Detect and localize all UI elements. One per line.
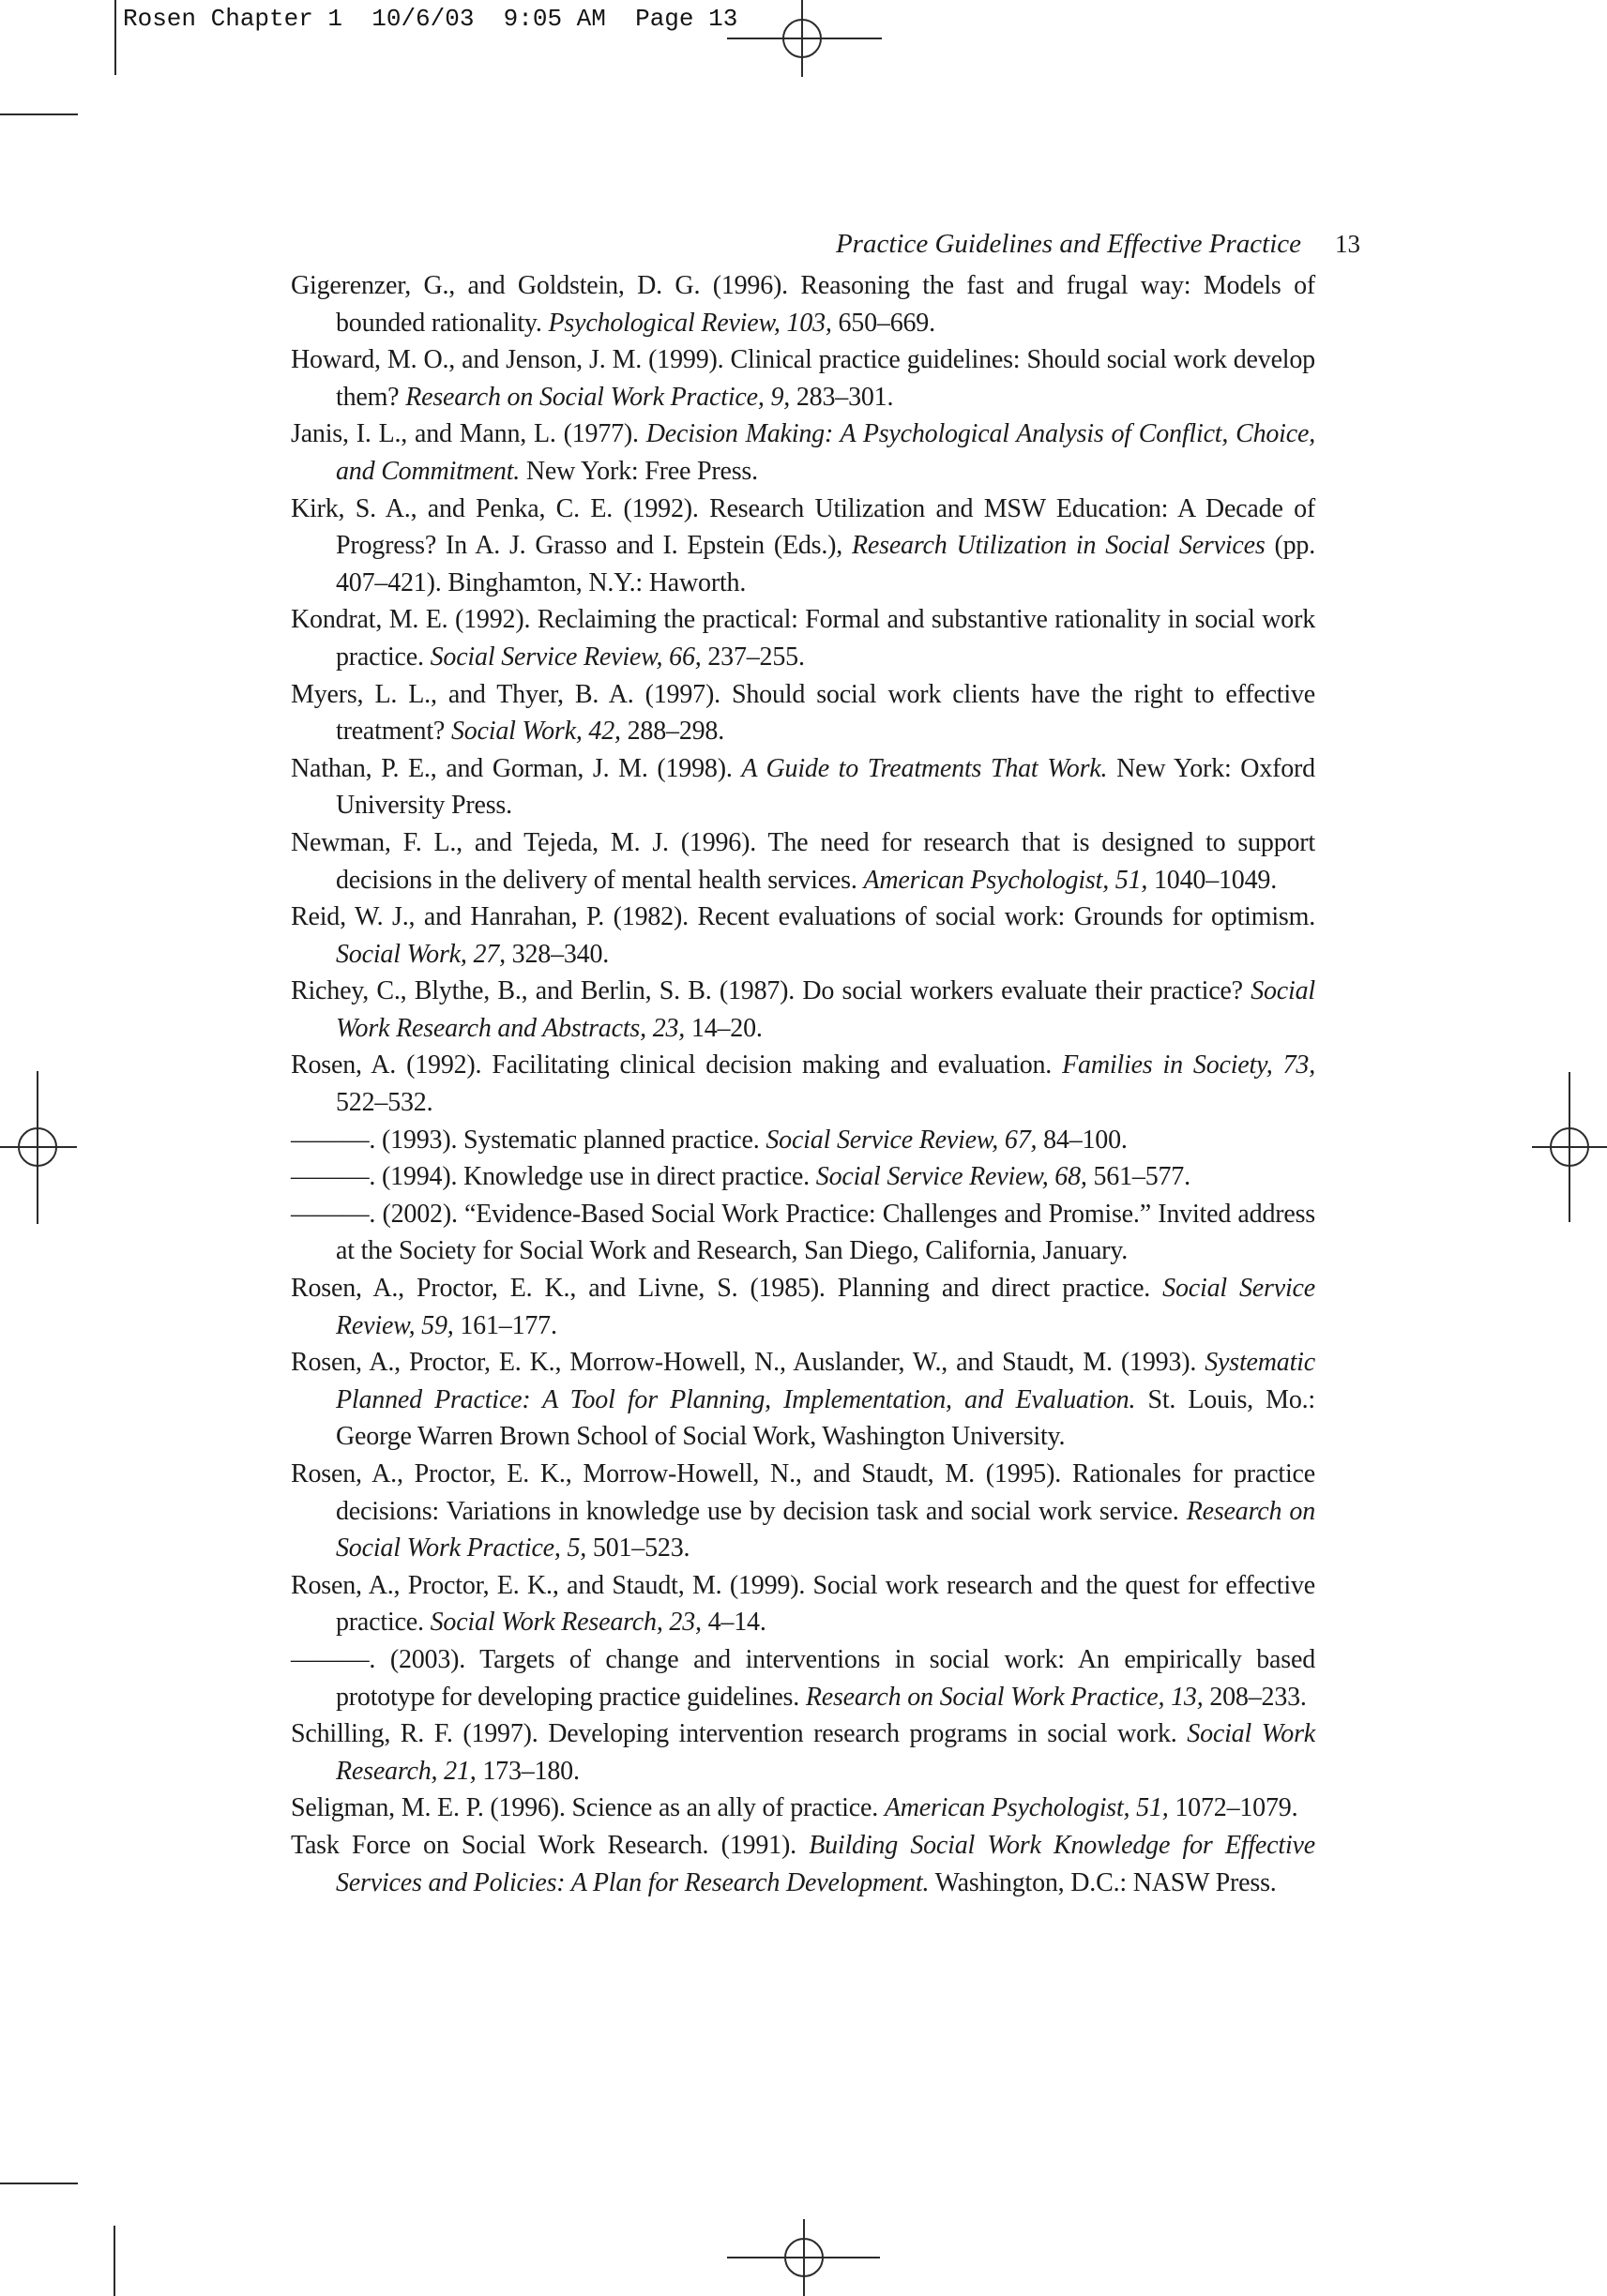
reference-text: 173–180. bbox=[476, 1756, 580, 1786]
reference-title-italic: Social Work, 42, bbox=[450, 717, 621, 747]
reference-item bbox=[291, 1344, 1315, 1456]
reference-title-italic: Social Service Review, 67, bbox=[766, 1125, 1038, 1155]
reference-text: Richey, C., Blythe, B., and Berlin, S. B. (1987). Do social workers evaluate their practice? bbox=[291, 976, 1251, 1006]
reference-title-italic: Research on Social Work Practice, 13, bbox=[805, 1682, 1204, 1712]
printer-slug-line: Rosen Chapter 1 10/6/03 9:05 AM Page 13 bbox=[123, 5, 738, 33]
reference-title-italic: Social Work Research, 21, bbox=[336, 1719, 1315, 1786]
reference-text: Seligman, M. E. P. (1996). Science as an ally of practice. bbox=[291, 1793, 885, 1823]
reference-title-italic: American Psychologist, 51, bbox=[884, 1793, 1169, 1823]
reference-title-italic: Decision Making: A Psychological Analysis of Conflict, Choice, and Commitment. bbox=[336, 419, 1316, 486]
reference-text: Nathan, P. E., and Gorman, J. M. (1998). bbox=[291, 753, 742, 783]
crop-mark-bottom-left-vertical bbox=[114, 2226, 115, 2296]
running-head bbox=[291, 227, 1360, 261]
reference-text: 561–577. bbox=[1086, 1162, 1190, 1192]
reference-text: 161–177. bbox=[453, 1310, 557, 1340]
reference-item bbox=[291, 1158, 1315, 1196]
reference-text: Kirk, S. A., and Penka, C. E. (1992). Research Utilization and MSW Education: A Decade of Progress? In A. J. Grasso and I. Epstein (Eds.), bbox=[291, 493, 1315, 561]
crop-mark-bottom-left-horizontal bbox=[0, 2183, 78, 2184]
reference-title-italic: Building Social Work Knowledge for Effective Services and Policies: A Plan for Research Development. bbox=[336, 1830, 1315, 1897]
reference-title-italic: A Guide to Treatments That Work. bbox=[741, 753, 1108, 783]
reference-item bbox=[291, 824, 1315, 899]
reference-item bbox=[291, 1827, 1315, 1901]
reference-title-italic: Research on Social Work Practice, 5, bbox=[336, 1496, 1315, 1563]
references-list bbox=[291, 267, 1315, 1901]
reference-title-italic: Social Work Research and Abstracts, 23, bbox=[336, 976, 1315, 1043]
reference-text: Washington, D.C.: NASW Press. bbox=[929, 1867, 1277, 1897]
reference-item bbox=[291, 1270, 1315, 1344]
reference-text: 650–669. bbox=[831, 308, 935, 338]
reference-text: Task Force on Social Work Research. (1991). bbox=[291, 1830, 810, 1860]
reference-title-italic: Social Service Review, 59, bbox=[336, 1274, 1315, 1340]
reference-text: Kondrat, M. E. (1992). Reclaiming the practical: Formal and substantive rationality in social work practice. bbox=[291, 605, 1315, 672]
reference-title-italic: American Psychologist, 51, bbox=[863, 865, 1148, 895]
reference-text: ———. (1993). Systematic planned practice. bbox=[291, 1125, 766, 1155]
reference-text: Schilling, R. F. (1997). Developing intervention research programs in social work. bbox=[291, 1719, 1188, 1749]
reference-text: Janis, I. L., and Mann, L. (1977). bbox=[291, 419, 646, 449]
reference-text: ———. (2002). “Evidence-Based Social Work Practice: Challenges and Promise.” Invited address at the Society for Social Work and Research, San Diego, California, January. bbox=[291, 1199, 1315, 1266]
reference-text: Rosen, A., Proctor, E. K., Morrow-Howell, N., Auslander, W., and Staudt, M. (1993). bbox=[291, 1348, 1205, 1378]
reference-text: Newman, F. L., and Tejeda, M. J. (1996). The need for research that is designed to support decisions in the delivery of mental health services. bbox=[291, 827, 1315, 895]
reference-text: Myers, L. L., and Thyer, B. A. (1997). Should social work clients have the right to effective treatment? bbox=[291, 679, 1315, 747]
reference-text: 501–523. bbox=[586, 1533, 690, 1563]
reference-text: 237–255. bbox=[701, 642, 805, 672]
reference-text: 84–100. bbox=[1037, 1125, 1128, 1155]
registration-mark-circle bbox=[782, 19, 822, 58]
reference-text: 288–298. bbox=[620, 717, 725, 747]
reference-text: Rosen, A., Proctor, E. K., and Livne, S. (1985). Planning and direct practice. bbox=[291, 1274, 1163, 1304]
running-head-title: Practice Guidelines and Effective Practice bbox=[835, 229, 1301, 259]
reference-text: Howard, M. O., and Jenson, J. M. (1999). Clinical practice guidelines: Should social work develop them? bbox=[291, 345, 1315, 412]
reference-item bbox=[291, 1122, 1315, 1159]
reference-title-italic: Social Work, 27, bbox=[336, 939, 506, 969]
reference-item bbox=[291, 491, 1315, 602]
reference-item bbox=[291, 267, 1315, 341]
reference-title-italic: Social Service Review, 68, bbox=[815, 1162, 1087, 1192]
reference-text: (pp. 407–421). Binghamton, N.Y.: Haworth. bbox=[336, 531, 1315, 597]
reference-text: 208–233. bbox=[1203, 1682, 1307, 1712]
reference-item bbox=[291, 1641, 1315, 1715]
registration-mark-circle bbox=[784, 2238, 824, 2277]
reference-text: 1072–1079. bbox=[1168, 1793, 1298, 1823]
reference-text: New York: Oxford University Press. bbox=[336, 753, 1315, 821]
reference-item bbox=[291, 1456, 1315, 1567]
reference-title-italic: Social Work Research, 23, bbox=[430, 1608, 702, 1638]
reference-item bbox=[291, 1567, 1315, 1641]
registration-mark-circle bbox=[18, 1127, 57, 1167]
registration-mark-circle bbox=[1550, 1127, 1589, 1167]
reference-title-italic: Research on Social Work Practice, 9, bbox=[405, 382, 791, 412]
reference-text: 14–20. bbox=[685, 1013, 763, 1043]
reference-item bbox=[291, 899, 1315, 973]
reference-text: ———. (1994). Knowledge use in direct practice. bbox=[291, 1162, 816, 1192]
reference-title-italic: Social Service Review, 66, bbox=[430, 642, 702, 672]
reference-text: 1040–1049. bbox=[1147, 865, 1278, 895]
reference-text: ———. (2003). Targets of change and interventions in social work: An empirically based prototype for developing practice guidelines. bbox=[291, 1644, 1315, 1712]
reference-text: Gigerenzer, G., and Goldstein, D. G. (1996). Reasoning the fast and frugal way: Models of bounded rationality. bbox=[291, 271, 1315, 338]
reference-text: Reid, W. J., and Hanrahan, P. (1982). Recent evaluations of social work: Grounds for optimism. bbox=[291, 902, 1315, 932]
reference-item bbox=[291, 1715, 1315, 1790]
reference-item bbox=[291, 676, 1315, 750]
crop-mark-top-left-horizontal bbox=[0, 113, 78, 115]
reference-title-italic: Families in Society, 73, bbox=[1062, 1050, 1316, 1080]
reference-item bbox=[291, 750, 1315, 824]
reference-item bbox=[291, 341, 1315, 415]
reference-text: Rosen, A. (1992). Facilitating clinical decision making and evaluation. bbox=[291, 1050, 1063, 1080]
reference-text: 328–340. bbox=[505, 939, 610, 969]
reference-title-italic: Systematic Planned Practice: A Tool for Planning, Implementation, and Evaluation. bbox=[336, 1348, 1315, 1414]
crop-mark-top-left-vertical bbox=[114, 0, 116, 75]
reference-text: Rosen, A., Proctor, E. K., and Staudt, M. (1999). Social work research and the quest for effective practice. bbox=[291, 1570, 1315, 1638]
reference-text: 283–301. bbox=[790, 382, 894, 412]
reference-item bbox=[291, 973, 1315, 1047]
page-number: 13 bbox=[1335, 230, 1360, 258]
reference-item bbox=[291, 415, 1315, 490]
reference-text: Rosen, A., Proctor, E. K., Morrow-Howell, N., and Staudt, M. (1995). Rationales for practice decisions: Variations in knowledge use by decision task and social work service. bbox=[291, 1459, 1315, 1526]
reference-text: 4–14. bbox=[701, 1608, 766, 1638]
reference-title-italic: Research Utilization in Social Services bbox=[852, 531, 1266, 561]
reference-title-italic: Psychological Review, 103, bbox=[548, 308, 832, 338]
reference-text: New York: Free Press. bbox=[520, 456, 758, 486]
reference-item bbox=[291, 1047, 1315, 1121]
reference-item bbox=[291, 1790, 1315, 1827]
reference-text: St. Louis, Mo.: George Warren Brown School of Social Work, Washington University. bbox=[336, 1384, 1316, 1452]
reference-item bbox=[291, 601, 1315, 675]
reference-item bbox=[291, 1196, 1315, 1270]
reference-text: 522–532. bbox=[336, 1088, 433, 1118]
